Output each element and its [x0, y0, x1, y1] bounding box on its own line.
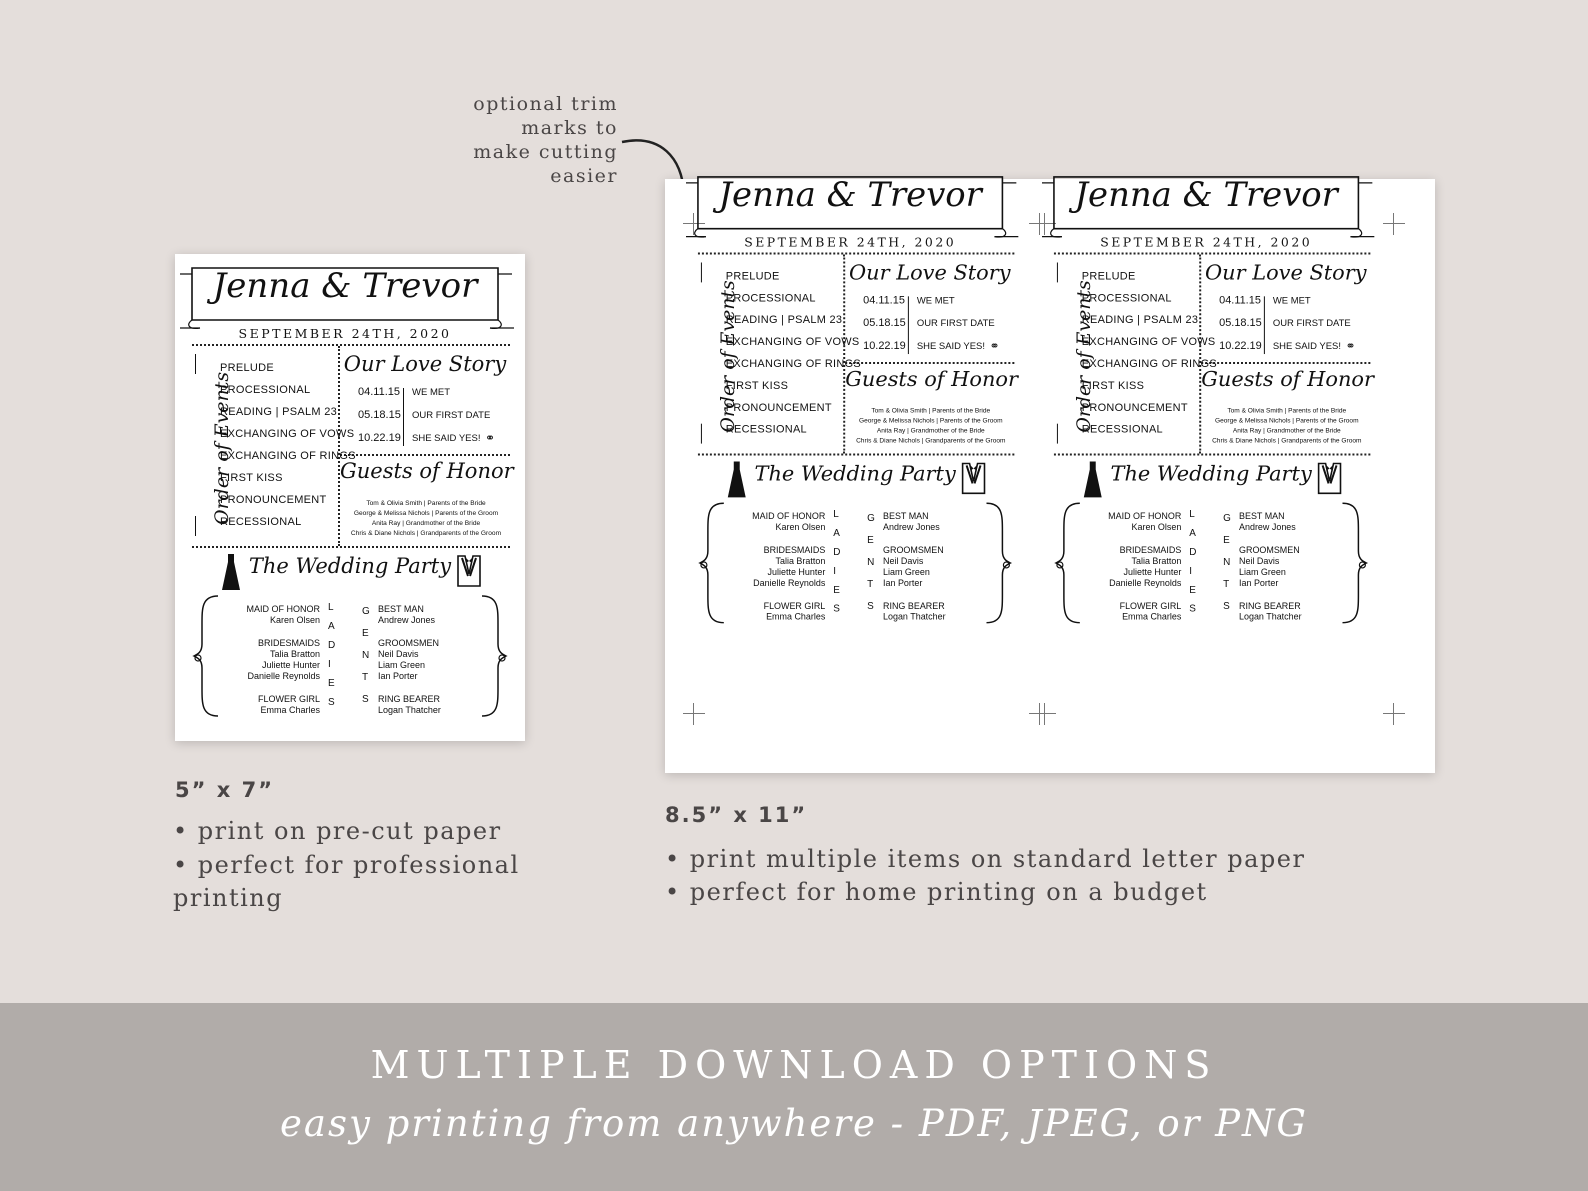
gents-letter: N — [362, 650, 370, 661]
event-item: EXCHANGING OF VOWS — [725, 336, 860, 349]
guest-line: Chris & Diane Nichols | Grandparents of the Groom — [350, 530, 502, 537]
maid-of-honor: MAID OF HONOR Karen Olsen — [752, 511, 826, 533]
paper-5x7 — [175, 254, 525, 741]
ladies-letter: S — [328, 697, 335, 708]
story-date: 10.22.19 — [863, 340, 906, 353]
footer-banner — [0, 1003, 1588, 1191]
couple-names: Jenna & Trevor — [718, 174, 982, 215]
event-item: FIRST KISS — [220, 472, 283, 484]
ladies-letter: I — [833, 565, 837, 577]
love-story-title: Our Love Story — [1204, 260, 1367, 285]
event-item: PRONOUNCEMENT — [725, 401, 832, 414]
gents-letter: T — [362, 672, 369, 683]
groomsmen: GROOMSMEN Neil Davis Liam Green Ian Porter — [1239, 545, 1300, 588]
event-item: RECESSIONAL — [725, 423, 807, 436]
ring-bearer: RING BEARER Logan Thatcher — [883, 600, 946, 622]
story-date: 05.18.15 — [358, 409, 401, 421]
ladies-letter: E — [833, 584, 840, 596]
guest-line: Anita Ray | Grandmother of the Bride — [371, 520, 481, 527]
ring-bearer: RING BEARER Logan Thatcher — [378, 694, 441, 715]
bridesmaids: BRIDESMAIDS Talia Bratton Juliette Hunter Danielle Reynolds — [1109, 545, 1182, 588]
gents-letter: S — [362, 694, 369, 705]
wedding-party-title: The Wedding Party — [1110, 461, 1312, 486]
gents-letter: E — [867, 535, 874, 547]
guest-line: Chris & Diane Nichols | Grandparents of the Groom — [856, 437, 1006, 445]
gents-letter: T — [1223, 578, 1230, 590]
story-date: 04.11.15 — [1219, 294, 1261, 307]
story-text: WE MET — [916, 295, 955, 307]
ladies-letter: S — [833, 603, 840, 615]
paper-letter — [665, 174, 1435, 773]
ladies-letter: I — [1189, 565, 1193, 577]
ladies-letter: A — [328, 621, 335, 632]
flower-girl: FLOWER GIRL Emma Charles — [257, 694, 320, 715]
couple-names: Jenna & Trevor — [1074, 174, 1338, 215]
event-item: EXCHANGING OF RINGS — [725, 358, 862, 370]
story-date: 05.18.15 — [863, 317, 906, 330]
gents-letter: S — [867, 600, 874, 612]
story-date: 04.11.15 — [863, 294, 905, 307]
event-item: PROCESSIONAL — [725, 292, 816, 305]
couple-names: Jenna & Trevor — [212, 266, 478, 306]
groomsmen: GROOMSMEN Neil Davis Liam Green Ian Porter — [378, 638, 440, 681]
size-label-letter: 8.5” x 11” — [665, 803, 808, 827]
ring-icon: ⚭ — [989, 339, 1000, 354]
guest-line: George & Melissa Nichols | Parents of the Groom — [353, 510, 499, 517]
groomsmen: GROOMSMEN Neil Davis Liam Green Ian Porter — [883, 545, 944, 588]
maid-of-honor: MAID OF HONOR Karen Olsen — [1108, 511, 1182, 533]
size-label-5x7: 5” x 7” — [175, 778, 274, 802]
guest-line: Tom & Olivia Smith | Parents of the Bride — [1227, 407, 1347, 415]
story-text: OUR FIRST DATE — [916, 318, 995, 330]
story-text: SHE SAID YES! — [916, 341, 985, 353]
story-text: OUR FIRST DATE — [412, 410, 491, 421]
event-item: PRELUDE — [220, 362, 275, 374]
flower-girl: FLOWER GIRL Emma Charles — [1119, 600, 1182, 622]
wedding-date: SEPTEMBER 24TH, 2020 — [238, 326, 452, 341]
ladies-letter: E — [1189, 584, 1196, 596]
right-brace — [983, 501, 1013, 626]
best-man: BEST MAN Andrew Jones — [378, 604, 436, 625]
order-title: Order of Events — [716, 280, 739, 433]
wedding-program — [180, 254, 520, 741]
dress-icon — [220, 552, 242, 592]
wedding-program — [1042, 163, 1380, 648]
bridesmaids: BRIDESMAIDS Talia Bratton Juliette Hunter Danielle Reynolds — [753, 545, 826, 588]
event-item: EXCHANGING OF RINGS — [1081, 358, 1218, 370]
ring-icon: ⚭ — [485, 431, 496, 445]
guest-line: Tom & Olivia Smith | Parents of the Bride — [366, 500, 486, 507]
guests-title: Guests of Honor — [340, 459, 514, 483]
ladies-letter: A — [1189, 528, 1196, 540]
dress-icon — [726, 460, 748, 500]
event-item: FIRST KISS — [1081, 379, 1145, 392]
event-item: PRELUDE — [1081, 270, 1136, 283]
event-item: RECESSIONAL — [220, 516, 302, 528]
event-item: EXCHANGING OF VOWS — [1081, 336, 1216, 349]
love-story-title: Our Love Story — [343, 352, 507, 376]
event-item: PROCESSIONAL — [1081, 292, 1172, 305]
guests-title: Guests of Honor — [1201, 366, 1374, 391]
event-item: RECESSIONAL — [1081, 423, 1163, 436]
wedding-program — [686, 163, 1024, 648]
wedding-date: SEPTEMBER 24TH, 2020 — [1100, 234, 1313, 250]
gents-letter: T — [867, 578, 874, 590]
event-item: READING | PSALM 23 — [725, 314, 843, 327]
wedding-party-title: The Wedding Party — [754, 461, 956, 486]
event-item: EXCHANGING OF RINGS — [220, 450, 356, 462]
story-date: 04.11.15 — [358, 386, 401, 398]
story-text: SHE SAID YES! — [1272, 341, 1341, 353]
bullet-letter-paper: • print multiple items on standard letter paper — [665, 845, 1306, 873]
trim-mark — [1383, 213, 1405, 235]
maid-of-honor: MAID OF HONOR Karen Olsen — [246, 604, 320, 625]
ring-icon: ⚭ — [1345, 339, 1356, 354]
ring-bearer: RING BEARER Logan Thatcher — [1239, 600, 1302, 622]
wedding-date: SEPTEMBER 24TH, 2020 — [744, 234, 957, 250]
bullet-home-printing: • perfect for home printing on a budget — [665, 878, 1208, 906]
guest-line: Tom & Olivia Smith | Parents of the Bride — [871, 407, 991, 415]
story-date: 10.22.19 — [1219, 340, 1262, 353]
gents-letter: G — [362, 606, 370, 617]
right-brace — [478, 594, 508, 720]
love-story-title: Our Love Story — [848, 260, 1011, 285]
guest-line: Chris & Diane Nichols | Grandparents of the Groom — [1212, 437, 1362, 445]
ladies-letter: L — [833, 509, 839, 521]
guest-line: George & Melissa Nichols | Parents of the Groom — [1214, 417, 1359, 425]
story-date: 10.22.19 — [358, 432, 401, 444]
gents-letter: G — [867, 513, 875, 525]
event-item: PRONOUNCEMENT — [1081, 401, 1188, 414]
trim-mark — [1383, 703, 1405, 725]
guest-line: George & Melissa Nichols | Parents of the Groom — [858, 417, 1003, 425]
trim-mark — [1034, 703, 1056, 725]
story-date: 05.18.15 — [1219, 317, 1262, 330]
event-item: READING | PSALM 23 — [1081, 314, 1199, 327]
story-text: SHE SAID YES! — [412, 433, 481, 444]
event-item: EXCHANGING OF VOWS — [220, 428, 355, 440]
event-item: PRONOUNCEMENT — [220, 494, 327, 506]
flower-girl: FLOWER GIRL Emma Charles — [763, 600, 826, 622]
ladies-letter: A — [833, 528, 840, 540]
ladies-letter: I — [328, 659, 331, 670]
order-title: Order of Events — [1072, 280, 1095, 433]
gents-letter: E — [1223, 535, 1230, 547]
gents-letter: G — [1223, 513, 1231, 525]
footer-title: MULTIPLE DOWNLOAD OPTIONS — [370, 1043, 1218, 1087]
guests-title: Guests of Honor — [845, 366, 1018, 391]
guest-line: Anita Ray | Grandmother of the Bride — [1232, 427, 1341, 435]
trim-mark — [683, 703, 705, 725]
gents-letter: N — [1223, 557, 1231, 568]
event-item: FIRST KISS — [725, 379, 789, 392]
bullet-professional: • perfect for professional printing — [173, 851, 520, 912]
gents-letter: N — [867, 557, 875, 568]
ladies-letter: L — [328, 602, 334, 613]
ladies-letter: D — [328, 640, 336, 651]
ladies-letter: S — [1189, 603, 1196, 615]
ladies-letter: E — [328, 678, 335, 689]
gents-letter: E — [362, 628, 369, 639]
ladies-letter: D — [833, 547, 841, 559]
footer-subtitle: easy printing from anywhere - PDF, JPEG, or PNG — [280, 1102, 1308, 1145]
wedding-party-title: The Wedding Party — [248, 554, 452, 578]
guest-line: Anita Ray | Grandmother of the Bride — [876, 427, 985, 435]
story-text: WE MET — [1272, 295, 1311, 307]
best-man: BEST MAN Andrew Jones — [1239, 511, 1296, 533]
best-man: BEST MAN Andrew Jones — [883, 511, 940, 533]
bullet-precut: • print on pre-cut paper — [173, 817, 502, 845]
event-item: PROCESSIONAL — [220, 384, 311, 396]
story-text: OUR FIRST DATE — [1272, 318, 1351, 330]
right-brace — [1339, 501, 1369, 626]
dress-icon — [1082, 460, 1104, 500]
trim-marks-callout: optional trim marks to make cutting easier — [473, 93, 618, 187]
story-text: WE MET — [412, 387, 450, 398]
order-title: Order of Events — [211, 371, 233, 525]
bridesmaids: BRIDESMAIDS Talia Bratton Juliette Hunter Danielle Reynolds — [247, 638, 320, 681]
event-item: PRELUDE — [725, 270, 780, 283]
event-item: READING | PSALM 23 — [220, 406, 338, 418]
ladies-letter: D — [1189, 547, 1197, 559]
gents-letter: S — [1223, 600, 1230, 612]
ladies-letter: L — [1189, 509, 1195, 521]
